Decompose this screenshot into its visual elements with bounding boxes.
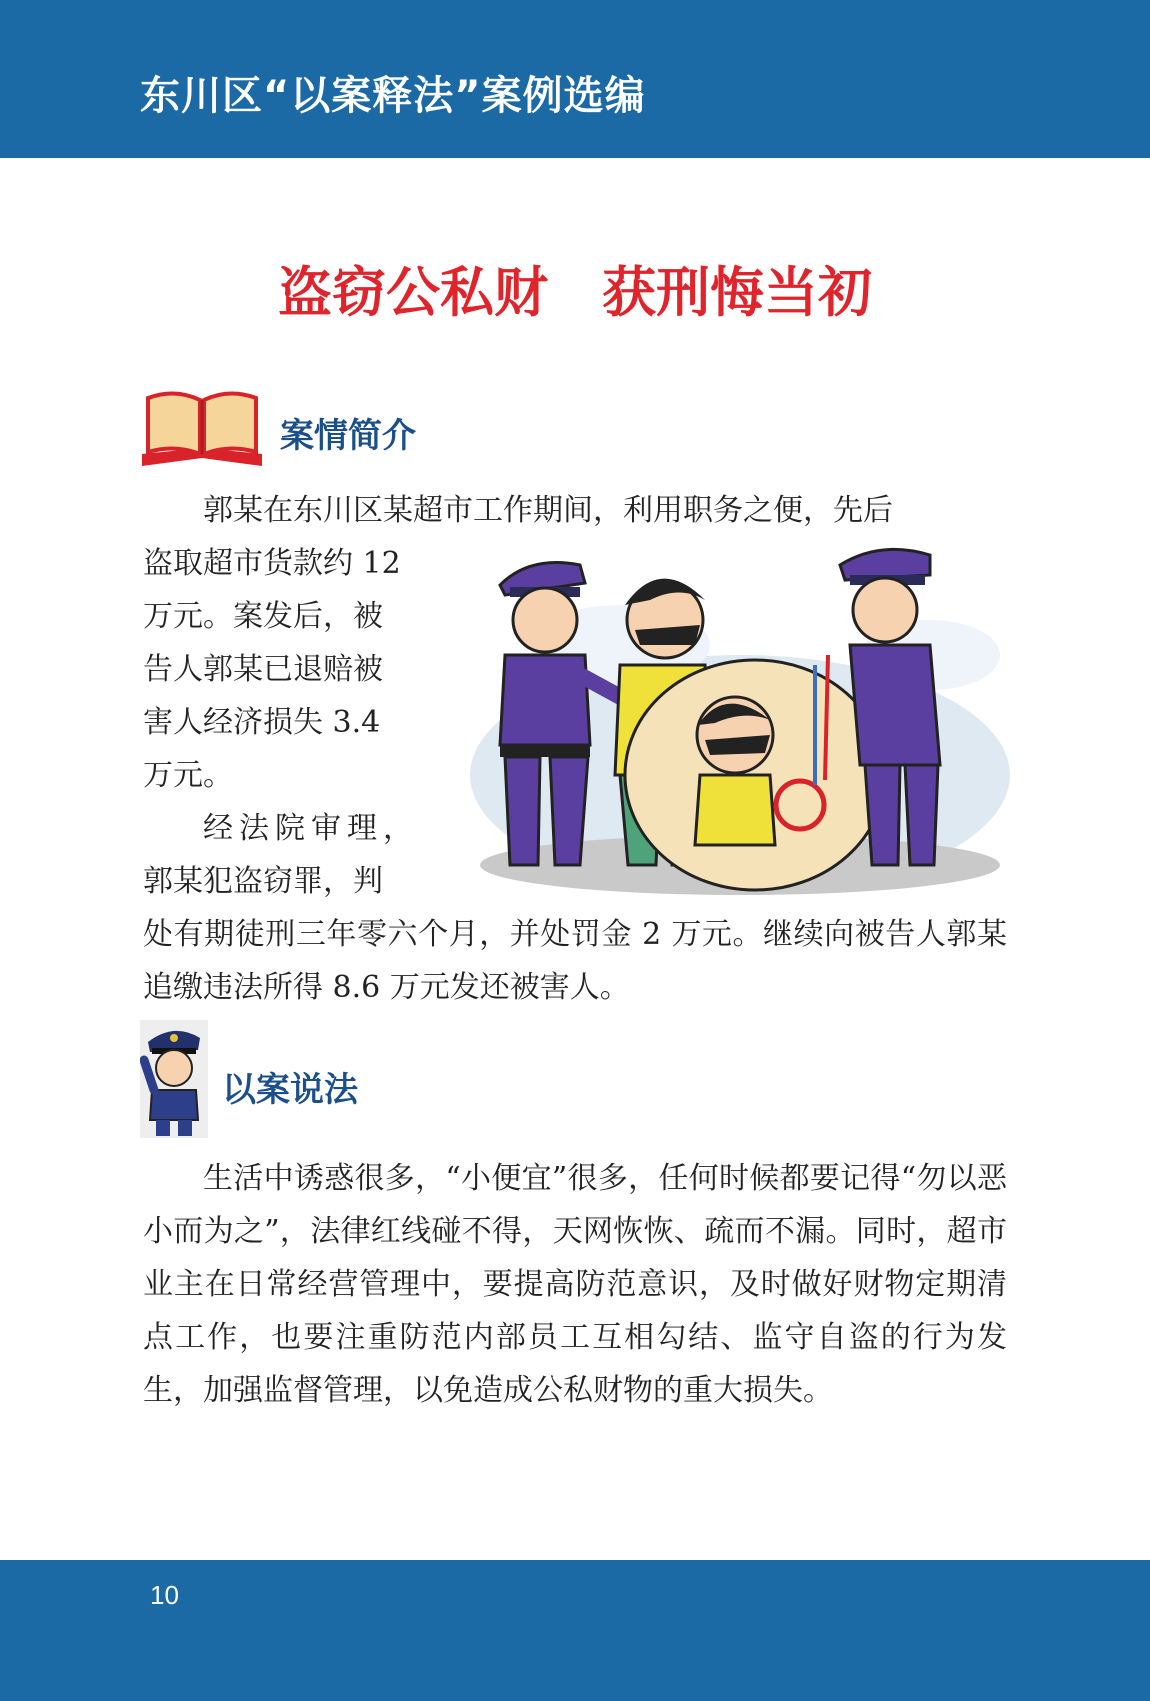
section2-body: 生活中诱惑很多，“小便宜”很多，任何时候都要记得“勿以恶小而为之”，法律红线碰不得，天网恢恢、疏而不漏。同时，超市业主在日常经营管理中，要提高防范意识，及时做好财物定期清点工作，也要注重防范内部员工互相勾结、监守自盗的行为发生，加强监督管理，以免造成公私财物的重大损失。 [143,1161,1007,1408]
saluting-officer-icon [140,1020,208,1138]
text-line: 害人经济损失 3.4 [143,705,381,740]
section-title-case-summary: 案情简介 [280,416,416,456]
section-title-law-explanation: 以案说法 [222,1070,358,1110]
section1-continued-text: 处有期徒刑三年零六个月，并处罚金 2 万元。继续向被告人郭某追缴违法所得 8.6 万元发还被害人。 [143,917,1007,1005]
text-line: 经法院审理， [203,811,419,846]
text-line: 盗取超市货款约 12 [143,546,401,581]
section1-first-line: 郭某在东川区某超市工作期间，利用职务之便，先后 [203,493,893,528]
text-line: 告人郭某已退赔被 [143,652,383,687]
text-line: 万元。 [143,758,233,793]
header-title: 东川区“以案释法”案例选编 [140,73,646,119]
text-line: 万元。案发后，被 [143,599,383,634]
page-number: 10 [150,1580,179,1610]
page-title: 盗窃公私财 获刑悔当初 [278,260,872,324]
open-book-icon [140,388,264,468]
arrest-illustration [460,545,1012,900]
text-line: 郭某犯盗窃罪，判 [143,864,383,899]
